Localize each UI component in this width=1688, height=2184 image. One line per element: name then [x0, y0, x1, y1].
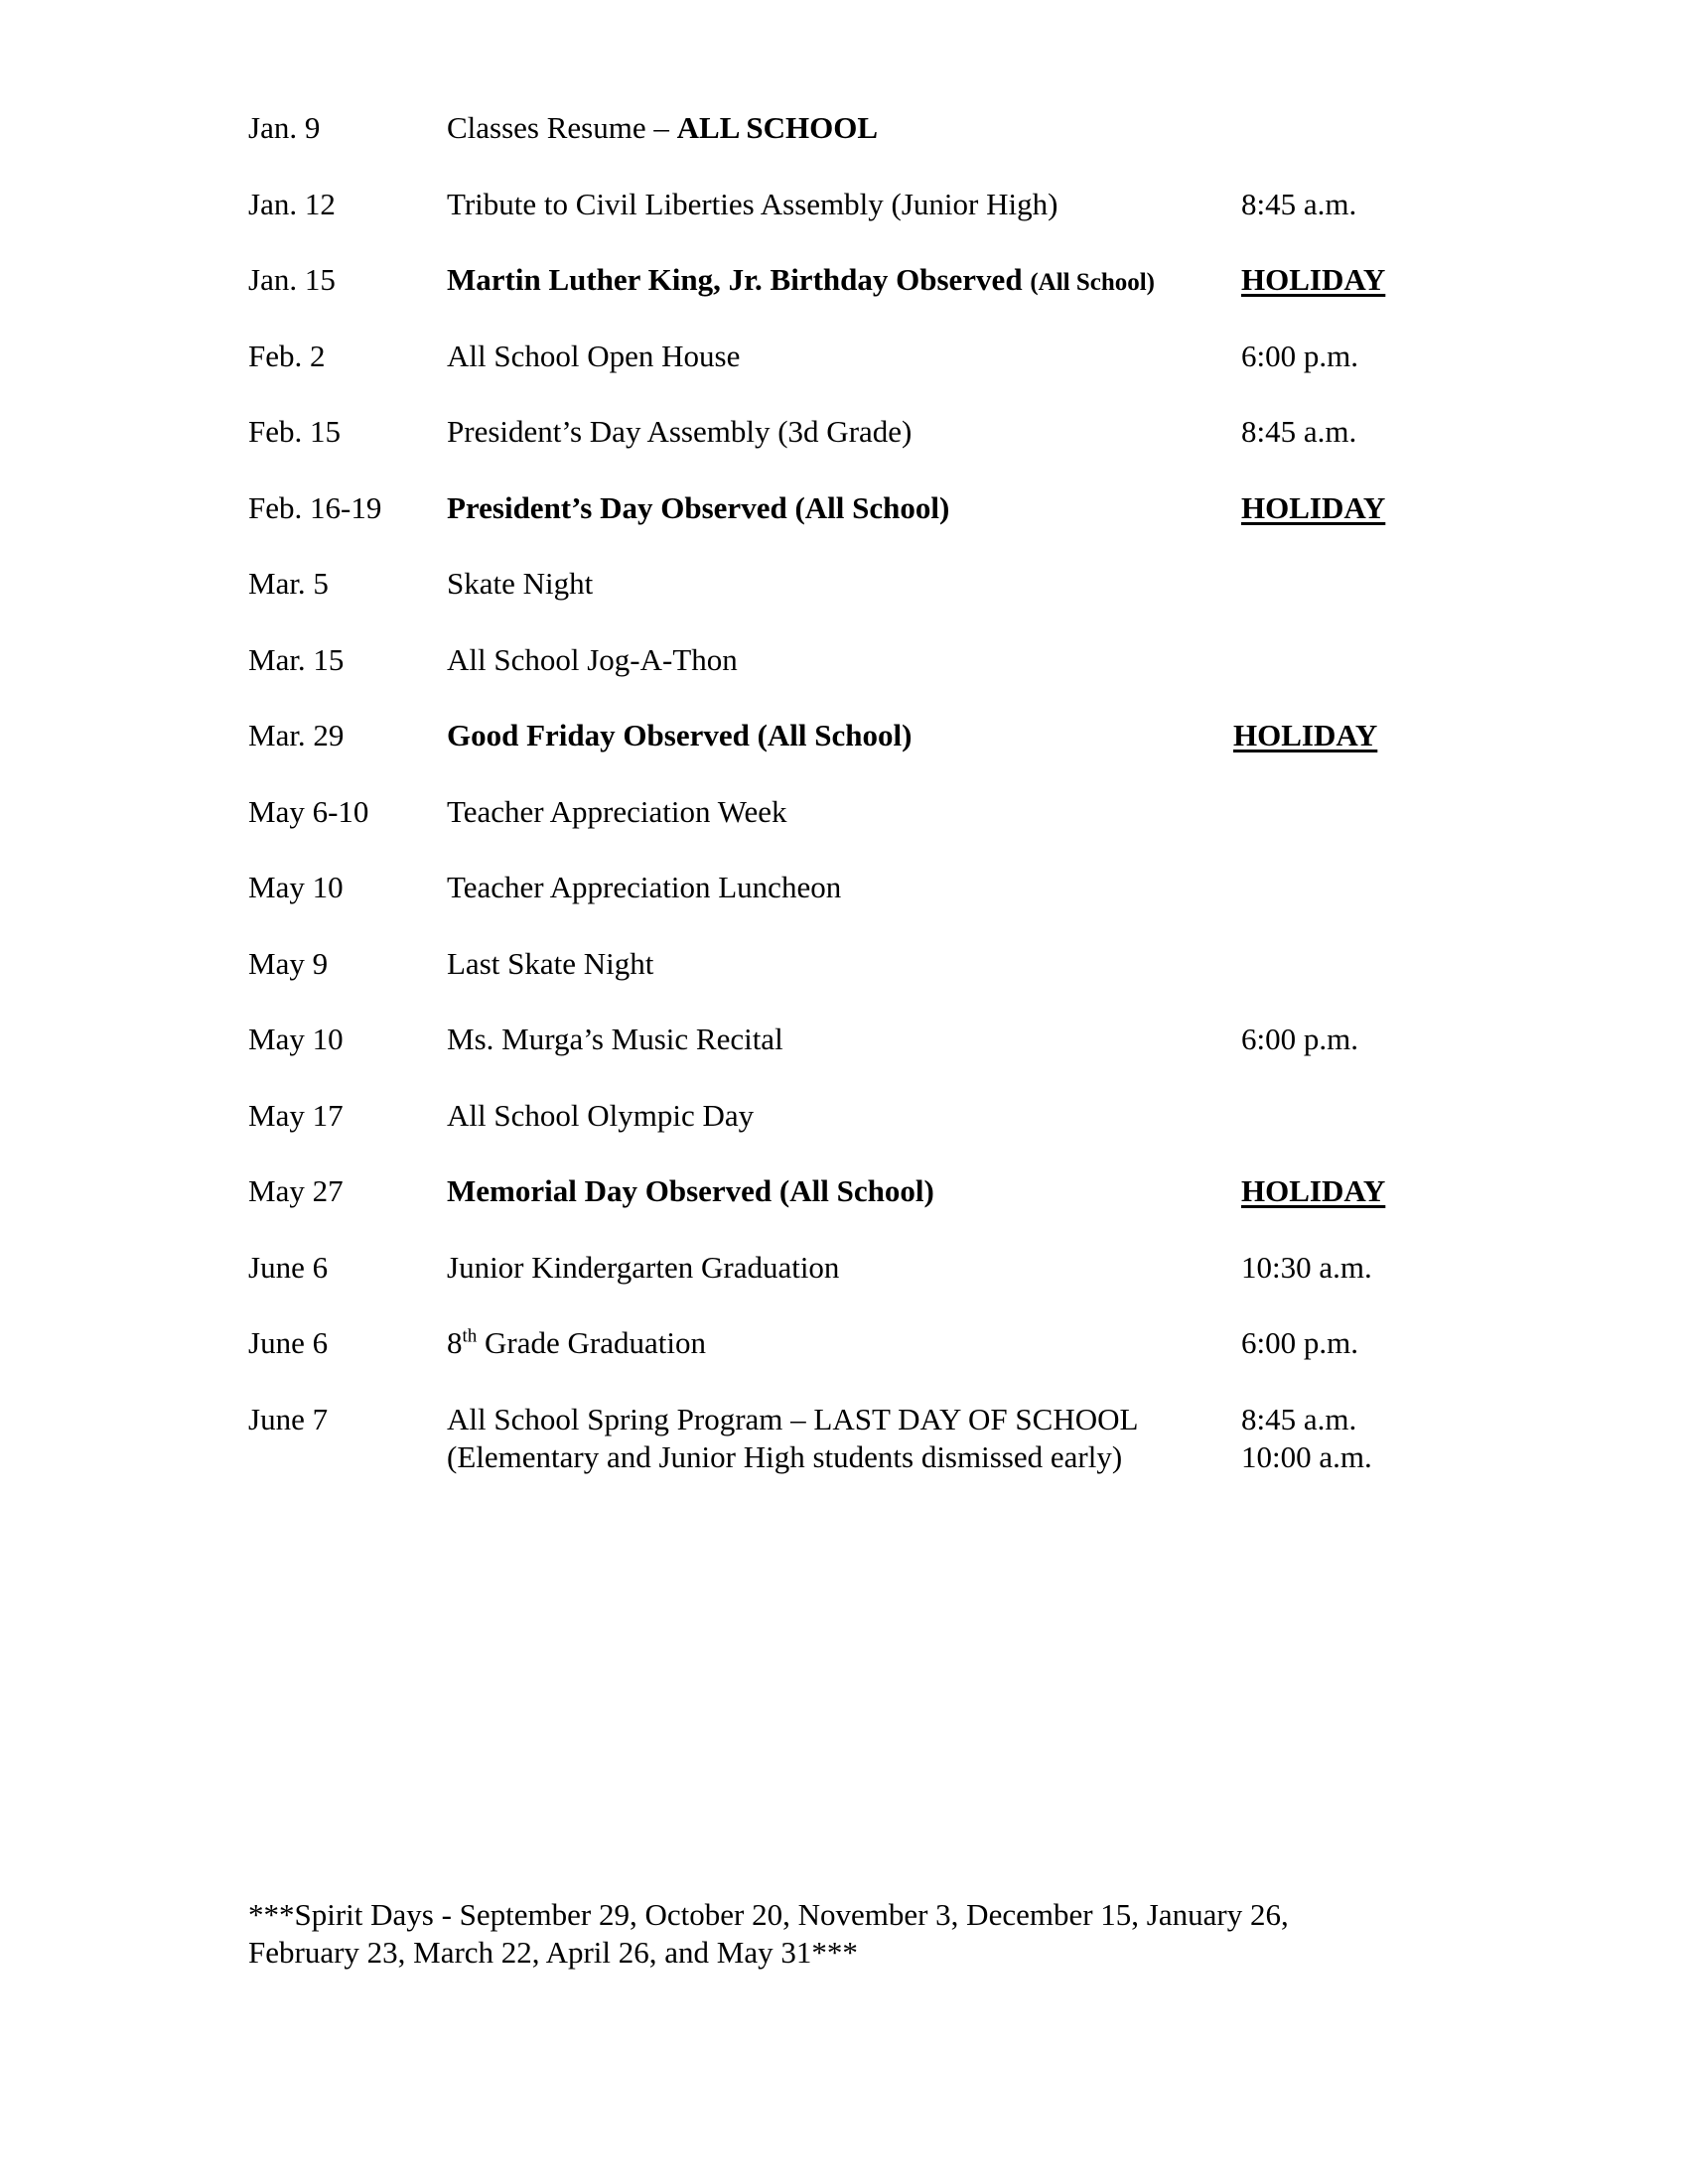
event-date: Jan. 15	[248, 262, 336, 297]
event-date: May 10	[248, 1022, 344, 1056]
event-title	[447, 1401, 1241, 1478]
event-title: Skate Night	[447, 566, 594, 601]
event-title: Junior Kindergarten Graduation	[447, 1249, 840, 1285]
spirit-days-line-1: ***Spirit Days - September 29, October 20, November 3, December 15, January 26,	[248, 1897, 1289, 1932]
event-title: Tribute to Civil Liberties Assembly (Junior High)	[447, 186, 1058, 221]
event-date: Mar. 29	[248, 718, 345, 752]
event-row	[248, 1021, 1489, 1097]
event-row	[248, 1097, 1489, 1173]
event-time: 6:00 p.m.	[1241, 338, 1358, 373]
event-row	[248, 261, 1489, 338]
holiday-label: HOLIDAY	[1233, 718, 1378, 752]
event-date: Feb. 15	[248, 414, 341, 449]
event-date: Jan. 9	[248, 110, 321, 145]
event-title-text: Classes Resume –	[447, 110, 677, 145]
event-row	[248, 186, 1489, 262]
event-row	[248, 413, 1489, 489]
event-row	[248, 869, 1489, 945]
event-date: Mar. 5	[248, 566, 329, 601]
event-date: June 6	[248, 1249, 329, 1285]
event-date: Jan. 12	[248, 186, 336, 221]
holiday-label: HOLIDAY	[1241, 262, 1386, 297]
event-title: President’s Day Assembly (3d Grade)	[447, 414, 913, 449]
event-title: Teacher Appreciation Week	[447, 793, 787, 829]
event-date: May 10	[248, 870, 344, 904]
spirit-days-line-2: February 23, March 22, April 26, and May 31***	[248, 1935, 858, 1970]
event-row	[248, 945, 1489, 1022]
event-row	[248, 565, 1489, 641]
event-title-note: (All School)	[1030, 269, 1156, 296]
event-title-line-2: (Elementary and Junior High students dismissed early)	[447, 1439, 1123, 1475]
event-time: 8:45 a.m.	[1241, 414, 1357, 449]
event-time-line-1: 8:45 a.m.	[1241, 1401, 1357, 1436]
event-row	[248, 1401, 1489, 1490]
event-title: All School Jog-A-Thon	[447, 641, 738, 677]
event-row	[248, 1249, 1489, 1325]
event-row	[248, 641, 1489, 718]
event-row	[248, 338, 1489, 414]
event-title: Teacher Appreciation Luncheon	[447, 870, 842, 904]
event-row	[248, 1324, 1489, 1401]
grade-number: 8	[447, 1325, 463, 1360]
event-date: Feb. 16-19	[248, 489, 382, 525]
event-date: June 7	[248, 1401, 329, 1436]
event-time: 6:00 p.m.	[1241, 1022, 1358, 1056]
holiday-label: HOLIDAY	[1241, 489, 1386, 525]
event-title	[447, 261, 1241, 300]
event-date: June 6	[248, 1325, 329, 1360]
event-title-emphasis: Martin Luther King, Jr. Birthday Observed	[447, 262, 1023, 297]
event-date: May 27	[248, 1173, 344, 1208]
holiday-label: HOLIDAY	[1241, 1173, 1386, 1208]
event-title-emphasis: ALL SCHOOL	[676, 110, 879, 145]
event-time	[1241, 1401, 1489, 1478]
event-row	[248, 489, 1489, 566]
event-title: Memorial Day Observed (All School)	[447, 1173, 934, 1208]
event-date: May 6-10	[248, 793, 369, 829]
event-title	[447, 109, 1241, 148]
event-title: President’s Day Observed (All School)	[447, 489, 950, 525]
event-time-line-2: 10:00 a.m.	[1241, 1439, 1372, 1475]
event-title: All School Olympic Day	[447, 1097, 755, 1133]
event-title	[447, 1324, 1241, 1363]
event-date: Feb. 2	[248, 338, 326, 373]
event-title: All School Open House	[447, 338, 741, 373]
event-date: Mar. 15	[248, 641, 345, 677]
event-row	[248, 717, 1489, 793]
event-row	[248, 793, 1489, 870]
event-title-text: Grade Graduation	[477, 1325, 706, 1360]
event-title: Last Skate Night	[447, 945, 654, 981]
event-time: 8:45 a.m.	[1241, 186, 1357, 221]
event-date: May 17	[248, 1097, 344, 1133]
event-time: 10:30 a.m.	[1241, 1249, 1372, 1285]
event-title-line-1: All School Spring Program – LAST DAY OF SCHOOL	[447, 1401, 1139, 1436]
event-row	[248, 1172, 1489, 1249]
spirit-days-note	[248, 1896, 1440, 1972]
event-title: Good Friday Observed (All School)	[447, 718, 913, 752]
events-list	[248, 109, 1489, 1490]
event-time: 6:00 p.m.	[1241, 1325, 1358, 1360]
event-title: Ms. Murga’s Music Recital	[447, 1022, 783, 1056]
event-date: May 9	[248, 945, 329, 981]
event-row	[248, 109, 1489, 186]
ordinal-suffix: th	[462, 1325, 478, 1347]
